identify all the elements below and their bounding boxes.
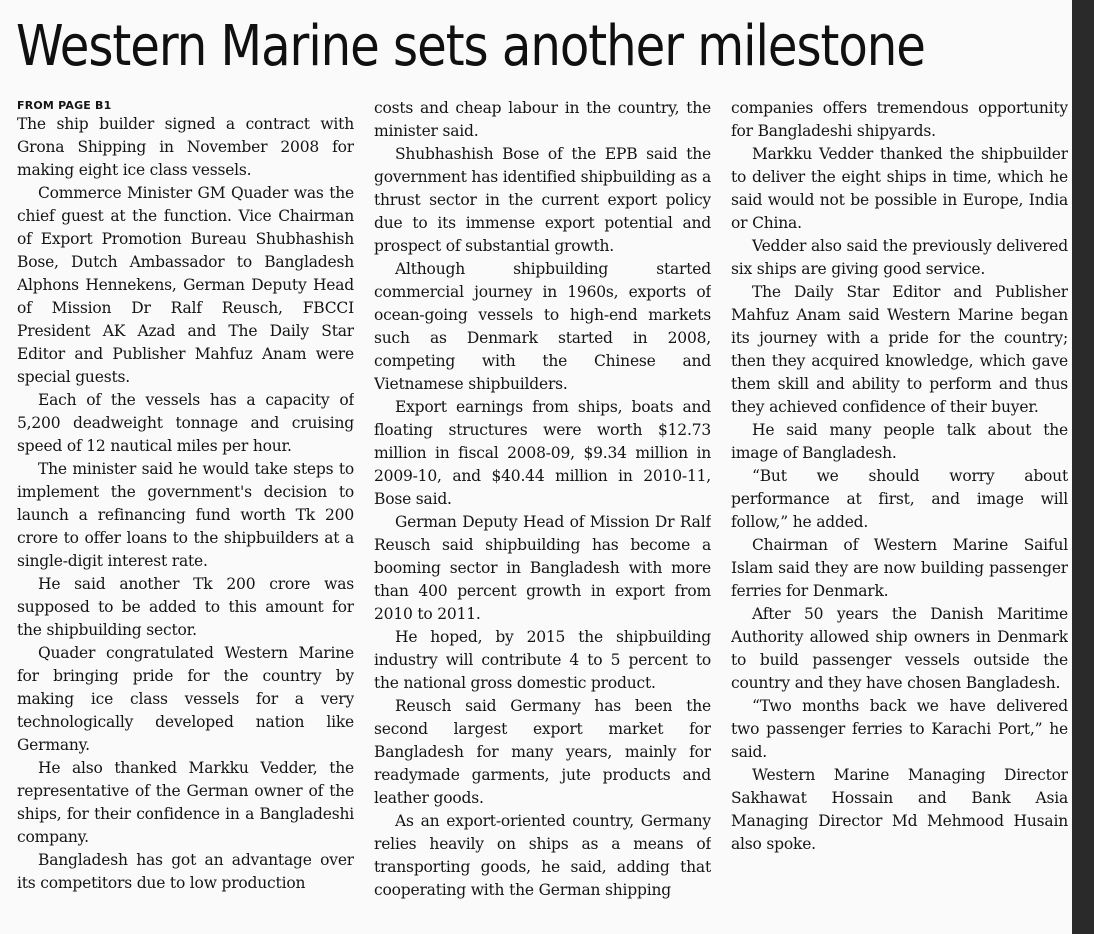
paragraph: “Two months back we have delivered two passenger ferries to Karachi Port,” he said. <box>731 697 1068 761</box>
paragraph: Export earnings from ships, boats and floating structures were worth $12.73 million in fiscal 2008-09, $9.34 million in 2009-10, and $40.44 million in 2010-11, Bose said. <box>374 398 711 508</box>
paragraph: German Deputy Head of Mission Dr Ralf Reusch said shipbuilding has become a booming sector in Bangladesh with more than 400 percent growth in export from 2010 to 2011. <box>374 513 711 623</box>
article-column-1 <box>17 98 354 934</box>
paragraph: Bangladesh has got an advantage over its competitors due to low production <box>17 851 354 892</box>
paragraph: He also thanked Markku Vedder, the representative of the German owner of the ships, for their confidence in a Bangladeshi company. <box>17 759 354 846</box>
article-column-3 <box>731 97 1068 933</box>
headline: Western Marine sets another milestone <box>16 14 925 79</box>
paragraph: The Daily Star Editor and Publisher Mahfuz Anam said Western Marine began its journey with a pride for the country; then they acquired knowledge, which gave them skill and ability to perform and thus they achieved confidence of their buyer. <box>731 283 1068 416</box>
paragraph: The ship builder signed a contract with Grona Shipping in November 2008 for making eight ice class vessels. <box>17 115 354 179</box>
paragraph: He said many people talk about the image of Bangladesh. <box>731 421 1068 462</box>
paragraph: companies offers tremendous opportunity for Bangladeshi shipyards. <box>731 99 1068 140</box>
paragraph: Each of the vessels has a capacity of 5,200 deadweight tonnage and cruising speed of 12 nautical miles per hour. <box>17 391 354 455</box>
page-edge-bar <box>1072 0 1094 934</box>
paragraph: costs and cheap labour in the country, the minister said. <box>374 99 711 140</box>
paragraph: He said another Tk 200 crore was supposed to be added to this amount for the shipbuilding sector. <box>17 575 354 639</box>
article-column-2 <box>374 97 711 933</box>
paragraph: The minister said he would take steps to implement the government's decision to launch a refinancing fund worth Tk 200 crore to offer loans to the shipbuilders at a single-digit interest rate. <box>17 460 354 570</box>
paragraph: Vedder also said the previously delivered six ships are giving good service. <box>731 237 1068 278</box>
paragraph: Commerce Minister GM Quader was the chief guest at the function. Vice Chairman of Export Promotion Bureau Shubhashish Bose, Dutch Ambassador to Bangladesh Alphons Hennekens, German Deputy Head of Mission Dr Ralf Reusch, FBCCI President AK Azad and The Daily Star Editor and Publisher Mahfuz Anam were special guests. <box>17 184 354 386</box>
paragraph: Western Marine Managing Director Sakhawat Hossain and Bank Asia Managing Director Md Mehmood Husain also spoke. <box>731 766 1068 853</box>
paragraph: Shubhashish Bose of the EPB said the government has identified shipbuilding as a thrust sector in the current export policy due to its immense export potential and prospect of substantial growth. <box>374 145 711 255</box>
paragraph: He hoped, by 2015 the shipbuilding industry will contribute 4 to 5 percent to the national gross domestic product. <box>374 628 711 692</box>
paragraph: Chairman of Western Marine Saiful Islam said they are now building passenger ferries for Denmark. <box>731 536 1068 600</box>
paragraph: Reusch said Germany has been the second largest export market for Bangladesh for many years, mainly for readymade garments, jute products and leather goods. <box>374 697 711 807</box>
paragraph: After 50 years the Danish Maritime Authority allowed ship owners in Denmark to build passenger vessels outside the country and they have chosen Bangladesh. <box>731 605 1068 692</box>
paragraph: Although shipbuilding started commercial journey in 1960s, exports of ocean-going vessels to high-end markets such as Denmark started in 2008, competing with the Chinese and Vietnamese shipbuilders. <box>374 260 711 393</box>
paragraph: Quader congratulated Western Marine for bringing pride for the country by making ice class vessels for a very technologically developed nation like Germany. <box>17 644 354 754</box>
paragraph: “But we should worry about performance at first, and image will follow,” he added. <box>731 467 1068 531</box>
continued-from-label: FROM PAGE B1 <box>17 99 112 112</box>
paragraph: Markku Vedder thanked the shipbuilder to deliver the eight ships in time, which he said would not be possible in Europe, India or China. <box>731 145 1068 232</box>
paragraph: As an export-oriented country, Germany relies heavily on ships as a means of transporting goods, he said, adding that cooperating with the German shipping <box>374 812 711 899</box>
